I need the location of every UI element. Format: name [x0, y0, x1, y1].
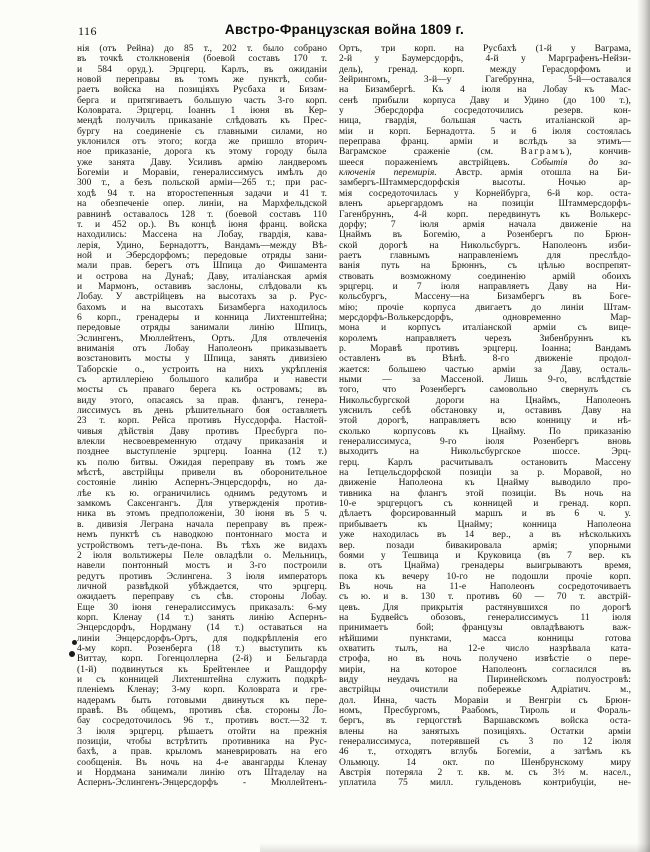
text-line: пленіемъ Кленау; 3-му корп. Коловрата и гре- — [77, 685, 327, 696]
text-line: пока къ вечеру 10-го не подошли прочіе корп. — [339, 571, 631, 582]
column-right — [339, 44, 631, 789]
text-segment: Австр. армія отошла на Би- — [436, 168, 631, 179]
text-line: сенѣ прибыли корпуса Даву и Удино (до 100 т.), — [339, 95, 631, 106]
text-line: ской дорогѣ на Никольсбургъ. Наполеонъ изби- — [339, 240, 631, 251]
page-edge-shadow — [637, 0, 650, 852]
text-line: сколько корпусовъ къ Цнайму. По приказанію — [339, 426, 631, 437]
text-line: лиссимусъ въ день рѣшительнаго боя оставляетъ — [77, 406, 327, 417]
text-line: возстановить мосты у Шпица, занять дивизіею — [77, 354, 327, 365]
text-line: замбергъ-Штаммерсдорфскія высоты. Ночью ар- — [339, 178, 631, 189]
text-line: дол. Инна, часть Моравіи и Венгріи съ Брюн- — [339, 695, 631, 706]
text-line: съ артиллеріею большого калибра и навести — [77, 375, 327, 385]
text-line: уклонился отъ этого; когда же пришло вторич- — [77, 137, 327, 148]
text-line: мосты съ праваго берега къ островамъ; въ — [77, 385, 327, 396]
text-line: и Мармонъ, оставивъ заслоны, слѣдовали къ — [77, 281, 327, 292]
text-line: виду этого, опасаясь за прав. флангъ, генера- — [77, 395, 327, 406]
text-line: вниманія отъ Лобау Наполеонъ приказываетъ — [77, 343, 327, 354]
text-line: этой дорогѣ, направляетъ всю конницу и нѣ- — [339, 416, 631, 427]
text-line — [339, 147, 631, 157]
text-line: кольсбургъ, Массену—на Бизамбергъ въ Боге- — [339, 292, 631, 303]
text-line: редутъ противъ Эслингена. 3 іюля императоръ — [77, 571, 327, 582]
text-line: влены на занятыхъ позиціяхъ. Остатки арміи — [339, 726, 631, 737]
text-line: в. отъ Цнайма) гренадеры выигрываютъ время, — [339, 561, 631, 572]
text-line: надерамъ быть готовыми двинуться къ пере- — [77, 695, 327, 706]
text-line: уплатила 75 милл. гульденовъ контрибуціи, не- — [339, 778, 631, 789]
text-line: находились: Массена на Лобау, гвардія, кава- — [77, 230, 327, 241]
text-line: Богеміи и Моравіи, генералиссимусъ имѣлъ до — [77, 168, 327, 179]
text-line: того, что Розенбергъ самовольно свернулъ съ — [339, 385, 631, 396]
text-line: позднее выступленіе эрцгерц. Іоанна (12 т.) — [77, 447, 327, 458]
text-line: лерія, Удино, Бернадоттъ, Вандамъ—между Вѣ- — [77, 240, 327, 251]
text-line: чивыя дѣйствія Даву противъ Пресбурга по- — [77, 426, 327, 437]
page-title: Австро-Французская война 1809 г. — [224, 22, 465, 37]
text-line: оставленъ въ Вѣнѣ. 8-го движеніе продол- — [339, 354, 631, 365]
text-line: на обезпеченіе опер. линіи, на Мархфельдской — [77, 199, 327, 210]
text-line: Цнаймъ въ Богемію, а Розенбергъ по Брюн- — [339, 230, 631, 241]
text-line: генералиссимуса, 9-го іюля Розенбергъ вновь — [339, 437, 631, 448]
text-line: вер. позади бивакировала армія; упорными — [339, 540, 631, 551]
ink-speck — [69, 651, 75, 657]
text-line: т. и 452 ор.). Въ концѣ іюня франц. войска — [77, 219, 327, 230]
text-line: тивника на флангъ этой позиціи. Въ ночь на — [339, 488, 631, 499]
text-line: боями у Тешвица и Круковица (въ 7 вер. къ — [339, 550, 631, 561]
text-line: Аспернъ-Эслингенъ-Энцерсдорфъ - Мюллейтенъ- — [77, 778, 327, 789]
text-block — [77, 44, 631, 789]
text-line: Ольмюцу. 14 окт. по Шенбрунскому миру — [339, 757, 631, 768]
text-line: генералиссимуса, потерявшей съ 3 по 12 іюля — [339, 737, 631, 748]
text-line: жается: большею частью арміи за Даву, осталь- — [339, 364, 631, 375]
text-line: Лобау. У австрійцевъ на высотахъ за р. Рус- — [77, 292, 327, 303]
text-line: уже находилась въ 14 вер., а въ нѣсколькихъ — [339, 530, 631, 541]
italic-text: Событія до за- — [530, 157, 631, 168]
text-line: на Іетцельсдорфской позиціи за р. Моравой, но — [339, 468, 631, 479]
text-line: ной и Эберсдорфомъ; передовые отряды зани- — [77, 250, 327, 261]
text-line: эрцгерц. и 7 іюля направляетъ Даву на Ни- — [339, 281, 631, 292]
text-line: мѣстѣ, австрійцы привели въ оборонительное — [77, 468, 327, 479]
text-line: 46 т., отходятъ вглубь Богеміи, а затѣмъ къ — [339, 747, 631, 758]
text-line: у Эберсдорфа сосредоточились резерв. кон- — [339, 106, 631, 117]
text-line: новой переправы въ томъ же пунктѣ, соби- — [77, 75, 327, 86]
text-line: королемъ направляетъ черезъ Зибенбруннъ къ — [339, 333, 631, 344]
text-line: и съ конницей Лихтенштейна служить подкрѣ- — [77, 674, 327, 685]
text-line: уже занята Даву. Усиливъ армію ландверомъ — [77, 157, 327, 168]
text-line: мендѣ получилъ приказаніе слѣдовать къ Прес- — [77, 116, 327, 127]
text-line: прибываетъ къ Цнайму; конница Наполеона — [339, 519, 631, 530]
text-line: равнинѣ оставалось 128 т. (боевой составъ 110 — [77, 209, 327, 220]
text-line: 6 корп., гренадеры и конница Лихтенштейна; — [77, 312, 327, 323]
spaced-text: Ваграмъ — [520, 147, 567, 158]
text-line: и острова на Дунаѣ; Даву, италіанская армія — [77, 271, 327, 282]
text-line: ходѣ 94 т. на второстепенныя задачи и 41 т. — [77, 188, 327, 199]
text-line: движеніе Наполеона къ Цнайму выводило про- — [339, 478, 631, 489]
text-line: Коловрата. Эрцгерц. Іоаннъ 1 іюня въ Кер- — [77, 106, 327, 117]
text-line: выходитъ на Никольсбургское шоссе. Эрц- — [339, 447, 631, 458]
text-line: бергъ, въ герцогствѣ Варшавскомъ войска оста- — [339, 716, 631, 727]
text-line: дѣлаетъ форсированный маршъ и въ 6 ч. у. — [339, 509, 631, 520]
text-line: замкомъ Саксенгангъ. Для утвержденія против- — [77, 499, 327, 510]
text-line: герц. Карлъ расчитывалъ остановить Массену — [339, 457, 631, 468]
text-line: дорфу; 7 іюля армія начала движеніе на — [339, 219, 631, 230]
text-segment: Ваграмское сраженіе (см. — [339, 147, 521, 158]
text-line: мія сосредоточилась у Корнейбурга, 6-й кор. оста- — [339, 188, 631, 199]
text-line: состояніе линію Аспернъ-Энцерсдорфъ, но да- — [77, 478, 327, 489]
text-line: нѣйшими пунктами, масса конницы готова — [339, 633, 631, 644]
italic-text: ключенія перемирія. — [339, 168, 437, 179]
text-line: передовые отряды занимали линію Шпицъ, — [77, 323, 327, 334]
text-line: Въ ночь на 11-е Наполеонъ сосредоточиваетъ — [339, 581, 631, 592]
text-line: ствовать возможному соединенію армій обоихъ — [339, 271, 631, 282]
text-line: міи и корп. Бернадотта. 5 и 6 іюля состоялась — [339, 126, 631, 137]
text-line: мію; прочіе корпуса двигаетъ до линіи Штам- — [339, 302, 631, 313]
text-line: вленъ арьергардомъ на позиціи Штаммерсдорфъ- — [339, 199, 631, 210]
text-line: правѣ. Въ общемъ, противъ сѣв. стороны Ло- — [77, 706, 327, 716]
text-segment: шееся пораженіемъ австрійцевъ. — [339, 157, 531, 168]
text-line: дель), гренад. корп. между Герасдорфомъ и — [339, 64, 631, 75]
text-line: на Бизамбергѣ. Къ 4 іюля на Лобау къ Мас- — [339, 85, 631, 96]
text-line: 10-е эрцгерцогъ съ конницей и гренад. корп. — [339, 499, 631, 510]
column-left — [77, 44, 327, 789]
text-line: раетъ главнымъ направленіемъ для преслѣдо- — [339, 250, 631, 261]
text-segment: ), кончив- — [566, 147, 631, 158]
text-line: навели понтонный мостъ и 3-го построили — [77, 561, 327, 572]
text-line: ванія путь на Брюннъ, съ цѣлью воспрепят- — [339, 261, 631, 272]
text-line: Гагенбруннъ, 4-й корп. передвинутъ къ Волькерс- — [339, 209, 631, 220]
text-line: переправа франц. арміи и вслѣдъ за этимъ— — [339, 137, 631, 148]
text-line: немъ пунктѣ съ наводкою понтоннаго моста и — [77, 530, 327, 541]
text-line: Никольсбургской дороги на Цнаймъ, Наполеонъ — [339, 395, 631, 406]
text-line: и Нордмана занимали линію отъ Штаделау на — [77, 768, 327, 779]
text-line: Энцерсдорфъ, Нордману (14 т.) оставаться на — [77, 623, 327, 634]
text-line: нія (отъ Рейна) до 85 т., 202 т. было собрано — [77, 44, 327, 54]
text-line — [339, 168, 631, 178]
text-line: къ полю битвы. Ожидая переправу въ томъ же — [77, 457, 327, 468]
text-line: номъ, Пресбургомъ, Раабомъ, Тироль и Фораль- — [339, 706, 631, 716]
text-line: позиціи, чтобы встрѣтить противника на Рус- — [77, 737, 327, 748]
text-line: миріи, на которое Наполеонъ согласился въ — [339, 664, 631, 675]
page-number: 116 — [78, 24, 98, 38]
text-line: раетъ войска на позиціяхъ Русбаха и Бизам- — [77, 85, 327, 96]
text-line: бургу на соединеніе съ главными силами, но — [77, 126, 327, 137]
text-line: (1-й) подвинуться къ Брейтенлее и Рашдорфу — [77, 664, 327, 675]
text-line: лѣе къ ю. ограничились однимъ редутомъ и — [77, 488, 327, 499]
text-line: влекли несвоевременную отдачу приказанія и — [77, 437, 327, 448]
text-line: и 584 оруд.). Эрцгерц. Карлъ, въ ожиданіи — [77, 64, 327, 75]
text-line: Ортъ, три корп. на Русбахѣ (1-й у Ваграма, — [339, 44, 631, 54]
text-line: устройствомъ тетъ-де-пона. Въ тѣхъ же видахъ — [77, 540, 327, 551]
text-line: мали прав. берегъ отъ Шпица до Фишамента — [77, 261, 327, 272]
text-line: строфа, но въ ночь получено извѣстіе о пере- — [339, 654, 631, 665]
text-line: мона и корпусъ италіанской арміи съ вице- — [339, 323, 631, 334]
text-line: охватить тылъ, на 12-е число назрѣвала ката- — [339, 643, 631, 654]
text-line: сообщенія. Въ ночь на 4-е авангарды Кленау — [77, 757, 327, 768]
text-line: 4-му корп. Розенберга (18 т.) выступить къ — [77, 643, 327, 654]
text-line: ница, гвардія, большая часть италіанской ар- — [339, 116, 631, 127]
text-line: Таборскіе о., устроить на нихъ укрѣпленія — [77, 364, 327, 375]
text-line: в. дивизія Леграна начала переправу въ преж- — [77, 519, 327, 530]
text-line: принимаетъ бой; французы овладѣваютъ важ- — [339, 623, 631, 634]
text-line: бахомъ и на высотахъ Бизамберга находилось — [77, 302, 327, 313]
text-line: корп. Кленау (14 т.) занять линію Аспернъ- — [77, 612, 327, 623]
page-bottom-shadow — [260, 843, 650, 852]
text-line: линіи Энцерсдорфъ-Ортъ, для подкрѣпленія его — [77, 633, 327, 644]
text-line: ными — за Массеной. Лишь 9-го, вслѣдствіе — [339, 375, 631, 385]
text-line: въ точкѣ столкновенія (боевой составъ 170 т. — [77, 54, 327, 65]
text-line — [339, 158, 631, 168]
text-line: 300 т., а безъ польской арміи—265 т.; при рас- — [77, 178, 327, 189]
text-line: австрійцы очистили побережье Адріатич. м., — [339, 685, 631, 696]
text-line: 2-й у Баумерсдорфъ, 4-й у Марграфенъ-Нейзи- — [339, 54, 631, 65]
text-line: Виттау, корп. Гогенцоллерна (2-й) и Бельгарда — [77, 654, 327, 665]
text-line: Эслингенъ, Мюллейтенъ, Ортъ. Для отвлеченія — [77, 333, 327, 344]
text-line: личной развѣдкой убѣждается, что эрцгерц. — [77, 581, 327, 592]
text-line: Еще 30 іюня генералиссимусъ приказалъ: 6-му — [77, 602, 327, 613]
text-line: берга и притягиваетъ большую часть 3-го корп. — [77, 95, 327, 106]
text-line: 3 іюля эрцгерц. рѣшаетъ отойти на прежнія — [77, 726, 327, 737]
text-line: Зейрингомъ, 3-й—у Гагебрунна, 5-й—оставался — [339, 75, 631, 86]
text-line: на Будвейсъ обозовъ, генералиссимусъ 11 іюля — [339, 612, 631, 623]
text-line: Австрія потеряла 2 т. кв. м. съ 3½ м. насел., — [339, 768, 631, 779]
text-line: ожидаетъ переправу съ сѣв. стороны Лобау. — [77, 592, 327, 603]
text-line: мерсдорфъ-Волькерсдорфъ, одновременно Мар- — [339, 312, 631, 323]
text-line: цевъ. Для прикрытія растянувшихся по дорогѣ — [339, 602, 631, 613]
text-line: 23 т. корп. Рейса противъ Нуссдорфа. Настой- — [77, 416, 327, 427]
text-line: р. Моравѣ противъ эрцгерц. Іоанна; Вандамъ — [339, 343, 631, 354]
text-line: бау сосредоточилось 96 т., противъ вост.—32 т. — [77, 716, 327, 727]
text-line: съ ю. и в. 130 т. противъ 60 — 70 т. австрій- — [339, 592, 631, 603]
page-header — [77, 22, 620, 40]
text-line: ника въ этомъ предположеніи, 30 іюня въ 5 ч. — [77, 509, 327, 520]
text-line: виду неудачъ на Пиринейскомъ полуостровѣ: — [339, 674, 631, 685]
text-line: уяснилъ себѣ обстановку и, оставивъ Даву на — [339, 406, 631, 417]
text-line: 2 іюля вольтижеры Пеле овладѣли о. Мельницъ, — [77, 550, 327, 561]
text-line: ное приказаніе, дорога къ этому городу была — [77, 147, 327, 158]
text-line: бахѣ, а прав. крыломъ маневрировать на его — [77, 747, 327, 758]
